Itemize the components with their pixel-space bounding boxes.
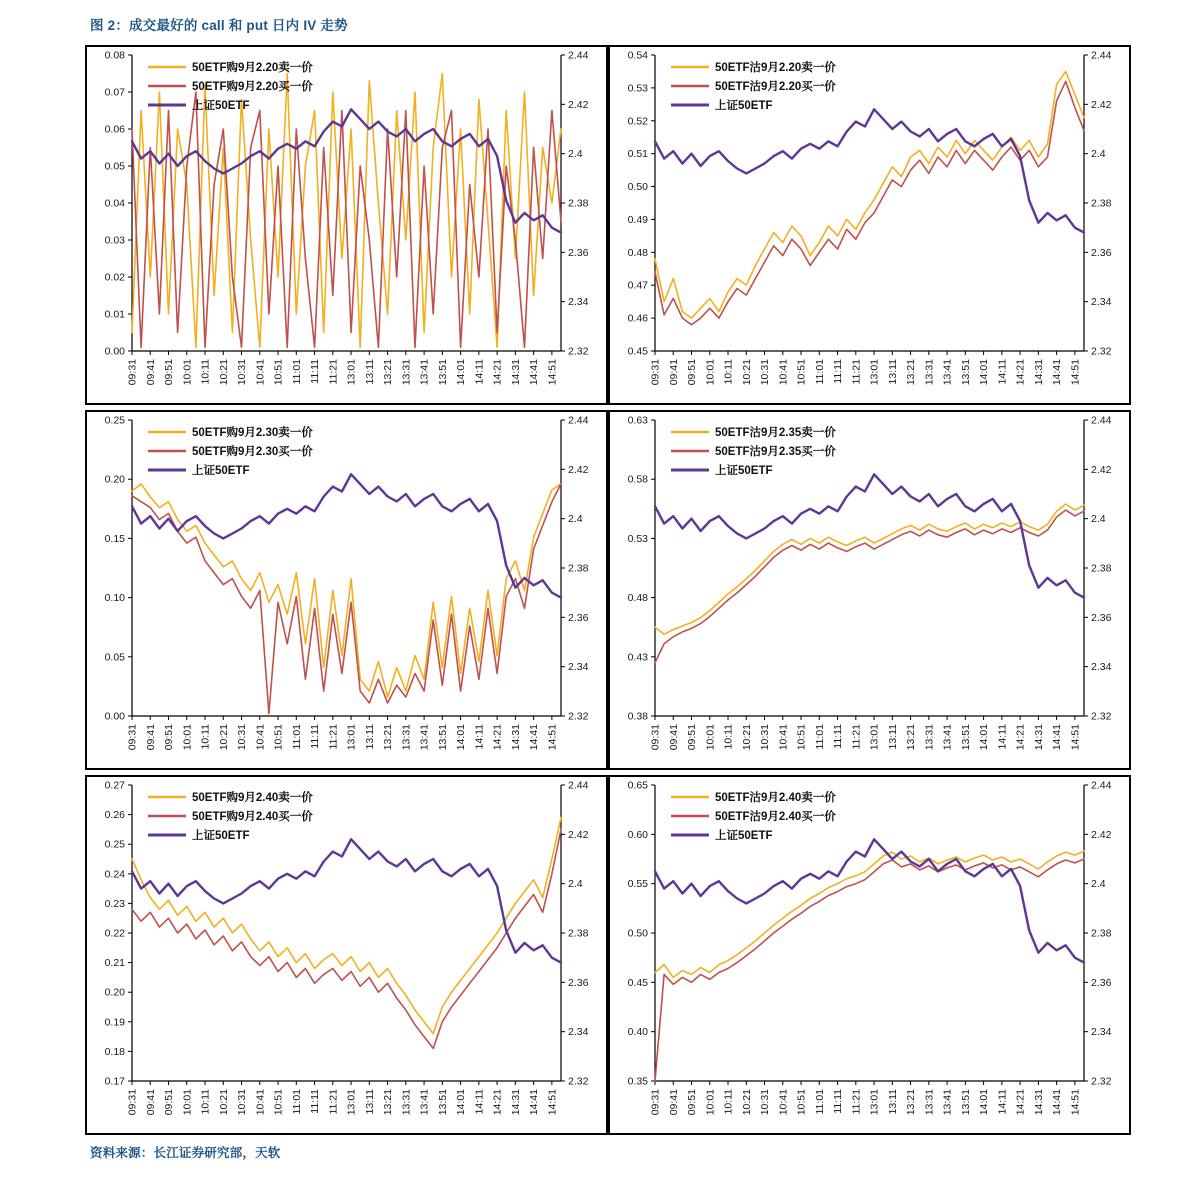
x-axis-tick-label: 13:01 (868, 1089, 881, 1116)
x-axis-tick-label: 13:51 (436, 359, 449, 386)
series-line-etf (655, 474, 1084, 597)
left-axis-tick-label: 0.60 (627, 828, 648, 841)
left-axis-tick-label: 0.45 (627, 345, 648, 358)
x-axis-tick-label: 14:41 (1051, 359, 1064, 386)
x-axis-tick-label: 10:41 (254, 359, 267, 386)
axes (628, 780, 1112, 1116)
left-axis-tick-label: 0.24 (104, 868, 125, 881)
x-axis-tick-label: 10:21 (217, 359, 230, 386)
x-axis-tick-label: 13:21 (382, 1089, 395, 1116)
x-axis-tick-label: 14:51 (546, 359, 559, 386)
x-axis-tick-label: 14:41 (528, 359, 541, 386)
x-axis-tick-label: 14:11 (996, 359, 1009, 385)
x-axis-tick-label: 09:31 (649, 724, 662, 751)
left-axis-tick-label: 0.20 (104, 986, 125, 999)
x-axis-tick-label: 10:31 (759, 724, 772, 751)
x-axis-tick-label: 14:51 (1069, 1089, 1082, 1116)
series-line-etf (132, 839, 561, 962)
line-chart (610, 412, 1129, 768)
left-axis-tick-label: 0.35 (627, 1075, 648, 1088)
right-axis-tick-label: 2.38 (568, 197, 589, 210)
left-axis-tick-label: 0.65 (627, 779, 648, 792)
left-axis-tick-label: 0.20 (104, 473, 125, 486)
x-axis-tick-label: 13:01 (345, 724, 358, 751)
right-axis-tick-label: 2.34 (568, 1026, 589, 1039)
right-axis-tick-label: 2.34 (1091, 296, 1112, 309)
right-axis-tick-label: 2.32 (568, 710, 589, 723)
x-axis-tick-label: 14:51 (546, 724, 559, 751)
x-axis-tick-label: 13:31 (923, 724, 936, 751)
x-axis-tick-label: 09:41 (144, 724, 157, 751)
x-axis-tick-label: 11:11 (832, 1089, 845, 1114)
x-axis-tick-label: 13:31 (923, 359, 936, 386)
x-axis-tick-label: 09:31 (126, 724, 139, 751)
legend-label: 上证50ETF (715, 830, 773, 842)
right-axis-tick-label: 2.36 (1091, 246, 1112, 259)
legend-label: 50ETF购9月2.40卖一价 (192, 792, 313, 804)
chart-panel-call-240 (85, 775, 608, 1135)
x-axis-tick-label: 10:01 (181, 724, 194, 751)
left-axis-tick-label: 0.06 (104, 123, 125, 136)
left-axis-tick-label: 0.38 (627, 710, 648, 723)
chart-row-1 (85, 45, 1131, 405)
line-chart (87, 412, 606, 768)
series-line-etf (655, 109, 1084, 232)
left-axis-tick-label: 0.18 (104, 1045, 125, 1058)
right-axis-tick-label: 2.38 (1091, 197, 1112, 210)
x-axis-tick-label: 14:01 (455, 724, 468, 751)
left-axis-tick-label: 0.50 (627, 181, 648, 194)
x-axis-tick-label: 14:41 (528, 1089, 541, 1116)
x-axis-tick-label: 10:31 (236, 724, 249, 751)
legend-label: 50ETF购9月2.20卖一价 (192, 62, 313, 74)
legend-label: 50ETF沽9月2.35卖一价 (715, 427, 836, 439)
x-axis-tick-label: 14:31 (509, 1089, 522, 1116)
x-axis-tick-label: 14:51 (1069, 359, 1082, 386)
x-axis-tick-label: 09:31 (649, 359, 662, 386)
series-line-etf (132, 474, 561, 597)
legend (148, 790, 313, 842)
right-axis-tick-label: 2.4 (1091, 513, 1106, 526)
legend-label: 上证50ETF (192, 830, 250, 842)
series-lines (132, 474, 561, 713)
x-axis-tick-label: 10:51 (272, 724, 285, 751)
left-axis-tick-label: 0.49 (627, 213, 648, 226)
legend (671, 790, 836, 842)
series-lines (655, 839, 1084, 1081)
legend-label: 50ETF沽9月2.35买一价 (715, 446, 836, 458)
legend-label: 50ETF购9月2.40买一价 (192, 811, 313, 823)
legend-label: 上证50ETF (192, 100, 250, 112)
x-axis-tick-label: 14:11 (996, 724, 1009, 750)
x-axis-tick-label: 09:51 (163, 359, 176, 386)
legend-label: 50ETF沽9月2.20买一价 (715, 81, 836, 93)
x-axis-tick-label: 14:21 (491, 1089, 504, 1116)
x-axis-tick-label: 10:21 (740, 1089, 753, 1116)
right-axis-tick-label: 2.36 (568, 976, 589, 989)
x-axis-tick-label: 10:41 (777, 1089, 790, 1116)
left-axis-tick-label: 0.40 (627, 1026, 648, 1039)
legend-label: 50ETF沽9月2.40卖一价 (715, 792, 836, 804)
x-axis-tick-label: 14:11 (473, 724, 486, 750)
legend-label: 50ETF沽9月2.20卖一价 (715, 62, 836, 74)
x-axis-tick-label: 11:11 (309, 1089, 322, 1114)
right-axis-tick-label: 2.34 (568, 661, 589, 674)
x-axis-tick-label: 10:21 (740, 724, 753, 751)
x-axis-tick-label: 10:51 (795, 724, 808, 751)
x-axis-tick-label: 09:51 (686, 724, 699, 751)
x-axis-tick-label: 14:01 (455, 1089, 468, 1116)
right-axis-tick-label: 2.4 (1091, 878, 1106, 891)
x-axis-tick-label: 14:31 (1032, 1089, 1045, 1116)
axes (628, 415, 1112, 751)
left-axis-tick-label: 0.17 (104, 1075, 125, 1088)
right-axis-tick-label: 2.32 (1091, 1075, 1112, 1088)
x-axis-tick-label: 10:21 (217, 724, 230, 751)
left-axis-tick-label: 0.43 (627, 651, 648, 664)
x-axis-tick-label: 13:21 (905, 1089, 918, 1116)
left-axis-tick-label: 0.10 (104, 592, 125, 605)
x-axis-tick-label: 09:51 (163, 1089, 176, 1116)
legend (671, 60, 836, 112)
line-chart (87, 777, 606, 1133)
line-chart (610, 47, 1129, 403)
left-axis-tick-label: 0.19 (104, 1016, 125, 1029)
x-axis-tick-label: 10:41 (254, 724, 267, 751)
x-axis-tick-label: 14:51 (546, 1089, 559, 1116)
x-axis-tick-label: 10:51 (795, 1089, 808, 1116)
chart-panel-put-235 (608, 410, 1131, 770)
x-axis-tick-label: 11:21 (850, 1089, 863, 1115)
left-axis-tick-label: 0.46 (627, 312, 648, 325)
right-axis-tick-label: 2.38 (1091, 927, 1112, 940)
x-axis-tick-label: 11:21 (850, 724, 863, 750)
x-axis-tick-label: 09:31 (126, 359, 139, 386)
series-line-buy (655, 859, 1084, 1081)
right-axis-tick-label: 2.32 (568, 345, 589, 358)
right-axis-tick-label: 2.32 (568, 1075, 589, 1088)
right-axis-tick-label: 2.32 (1091, 710, 1112, 723)
x-axis-tick-label: 10:01 (704, 1089, 717, 1116)
x-axis-tick-label: 11:11 (309, 724, 322, 749)
x-axis-tick-label: 14:21 (1014, 1089, 1027, 1116)
right-axis-tick-label: 2.44 (1091, 414, 1112, 427)
right-axis-tick-label: 2.38 (1091, 562, 1112, 575)
x-axis-tick-label: 10:41 (777, 359, 790, 386)
left-axis-tick-label: 0.07 (104, 86, 125, 99)
x-axis-tick-label: 09:41 (144, 359, 157, 386)
left-axis-tick-label: 0.52 (627, 115, 648, 128)
x-axis-tick-label: 13:51 (959, 359, 972, 386)
x-axis-tick-label: 11:21 (327, 1089, 340, 1115)
chart-panel-call-230 (85, 410, 608, 770)
left-axis-tick-label: 0.21 (104, 957, 125, 970)
right-axis-tick-label: 2.36 (1091, 976, 1112, 989)
x-axis-tick-label: 11:01 (813, 724, 826, 750)
left-axis-tick-label: 0.45 (627, 976, 648, 989)
right-axis-tick-label: 2.34 (1091, 1026, 1112, 1039)
x-axis-tick-label: 13:41 (418, 1089, 431, 1116)
right-axis-tick-label: 2.44 (568, 49, 589, 62)
x-axis-tick-label: 14:11 (996, 1089, 1009, 1115)
x-axis-tick-label: 11:11 (309, 359, 322, 384)
x-axis-tick-label: 14:31 (509, 359, 522, 386)
x-axis-tick-label: 11:01 (813, 1089, 826, 1115)
x-axis-tick-label: 13:41 (418, 359, 431, 386)
x-axis-tick-label: 14:11 (473, 1089, 486, 1115)
x-axis-tick-label: 10:11 (722, 1089, 735, 1115)
x-axis-tick-label: 13:51 (959, 1089, 972, 1116)
left-axis-tick-label: 0.48 (627, 592, 648, 605)
x-axis-tick-label: 14:51 (1069, 724, 1082, 751)
x-axis-tick-label: 10:41 (777, 724, 790, 751)
right-axis-tick-label: 2.44 (568, 414, 589, 427)
series-lines (132, 74, 561, 348)
left-axis-tick-label: 0.26 (104, 809, 125, 822)
x-axis-tick-label: 10:11 (722, 359, 735, 385)
x-axis-tick-label: 13:21 (382, 359, 395, 386)
left-axis-tick-label: 0.54 (627, 49, 648, 62)
x-axis-tick-label: 14:31 (509, 724, 522, 751)
x-axis-tick-label: 11:21 (327, 359, 340, 385)
right-axis-tick-label: 2.44 (1091, 779, 1112, 792)
x-axis-tick-label: 09:41 (667, 359, 680, 386)
x-axis-tick-label: 09:41 (667, 1089, 680, 1116)
x-axis-tick-label: 13:41 (418, 724, 431, 751)
x-axis-tick-label: 13:21 (905, 359, 918, 386)
x-axis-tick-label: 14:01 (978, 724, 991, 751)
right-axis-tick-label: 2.42 (1091, 463, 1112, 476)
legend (148, 425, 313, 477)
left-axis-tick-label: 0.58 (627, 473, 648, 486)
x-axis-tick-label: 13:51 (436, 724, 449, 751)
legend-label: 50ETF购9月2.30卖一价 (192, 427, 313, 439)
right-axis-tick-label: 2.42 (1091, 98, 1112, 111)
x-axis-tick-label: 09:51 (163, 724, 176, 751)
legend-label: 50ETF沽9月2.40买一价 (715, 811, 836, 823)
x-axis-tick-label: 13:31 (923, 1089, 936, 1116)
right-axis-tick-label: 2.4 (568, 148, 583, 161)
x-axis-tick-label: 11:11 (832, 724, 845, 749)
x-axis-tick-label: 14:11 (473, 359, 486, 385)
series-line-sell (655, 851, 1084, 977)
x-axis-tick-label: 14:31 (1032, 724, 1045, 751)
chart-panel-put-220 (608, 45, 1131, 405)
series-line-buy (655, 510, 1084, 663)
x-axis-tick-label: 10:51 (272, 359, 285, 386)
x-axis-tick-label: 13:41 (941, 724, 954, 751)
legend (671, 425, 836, 477)
legend-label: 上证50ETF (715, 465, 773, 477)
x-axis-tick-label: 14:41 (528, 724, 541, 751)
x-axis-tick-label: 09:51 (686, 1089, 699, 1116)
left-axis-tick-label: 0.22 (104, 927, 125, 940)
x-axis-tick-label: 10:41 (254, 1089, 267, 1116)
left-axis-tick-label: 0.25 (104, 838, 125, 851)
series-line-buy (132, 92, 561, 347)
x-axis-tick-label: 14:41 (1051, 1089, 1064, 1116)
legend-label: 上证50ETF (192, 465, 250, 477)
x-axis-tick-label: 13:31 (400, 359, 413, 386)
left-axis-tick-label: 0.48 (627, 246, 648, 259)
x-axis-tick-label: 11:01 (290, 724, 303, 750)
legend-label: 50ETF购9月2.20买一价 (192, 81, 313, 93)
x-axis-tick-label: 11:21 (327, 724, 340, 750)
left-axis-tick-label: 0.08 (104, 49, 125, 62)
line-chart (87, 47, 606, 403)
x-axis-tick-label: 13:11 (363, 359, 376, 385)
x-axis-tick-label: 09:31 (126, 1089, 139, 1116)
x-axis-tick-label: 14:21 (1014, 359, 1027, 386)
left-axis-tick-label: 0.05 (104, 160, 125, 173)
x-axis-tick-label: 10:31 (759, 359, 772, 386)
x-axis-tick-label: 13:51 (436, 1089, 449, 1116)
x-axis-tick-label: 13:11 (886, 724, 899, 750)
x-axis-tick-label: 10:11 (199, 724, 212, 750)
x-axis-tick-label: 10:01 (704, 724, 717, 751)
right-axis-tick-label: 2.4 (568, 513, 583, 526)
axes (105, 780, 589, 1116)
x-axis-tick-label: 11:21 (850, 359, 863, 385)
x-axis-tick-label: 10:11 (199, 1089, 212, 1115)
x-axis-tick-label: 13:21 (905, 724, 918, 751)
x-axis-tick-label: 14:21 (491, 359, 504, 386)
right-axis-tick-label: 2.38 (568, 562, 589, 575)
left-axis-tick-label: 0.51 (627, 148, 648, 161)
series-line-etf (655, 839, 1084, 962)
right-axis-tick-label: 2.36 (1091, 611, 1112, 624)
x-axis-tick-label: 14:21 (1014, 724, 1027, 751)
right-axis-tick-label: 2.34 (568, 296, 589, 309)
legend-label: 50ETF购9月2.30买一价 (192, 446, 313, 458)
chart-row-2 (85, 410, 1131, 770)
x-axis-tick-label: 11:01 (290, 359, 303, 385)
x-axis-tick-label: 10:51 (795, 359, 808, 386)
x-axis-tick-label: 11:11 (832, 359, 845, 384)
x-axis-tick-label: 13:11 (886, 359, 899, 385)
left-axis-tick-label: 0.03 (104, 234, 125, 247)
right-axis-tick-label: 2.36 (568, 246, 589, 259)
x-axis-tick-label: 10:21 (217, 1089, 230, 1116)
x-axis-tick-label: 13:41 (941, 1089, 954, 1116)
series-line-buy (132, 829, 561, 1048)
left-axis-tick-label: 0.01 (104, 308, 125, 321)
left-axis-tick-label: 0.15 (104, 532, 125, 545)
x-axis-tick-label: 13:51 (959, 724, 972, 751)
left-axis-tick-label: 0.00 (104, 710, 125, 723)
chart-row-3 (85, 775, 1131, 1135)
x-axis-tick-label: 13:01 (868, 724, 881, 751)
x-axis-tick-label: 10:21 (740, 359, 753, 386)
left-axis-tick-label: 0.04 (104, 197, 125, 210)
chart-panel-put-240 (608, 775, 1131, 1135)
right-axis-tick-label: 2.44 (568, 779, 589, 792)
right-axis-tick-label: 2.34 (1091, 661, 1112, 674)
x-axis-tick-label: 10:01 (704, 359, 717, 386)
right-axis-tick-label: 2.42 (568, 463, 589, 476)
left-axis-tick-label: 0.02 (104, 271, 125, 284)
figure-title: 图 2：成交最好的 call 和 put 日内 IV 走势 (90, 18, 348, 33)
x-axis-tick-label: 13:31 (400, 724, 413, 751)
right-axis-tick-label: 2.44 (1091, 49, 1112, 62)
x-axis-tick-label: 09:41 (667, 724, 680, 751)
x-axis-tick-label: 14:01 (455, 359, 468, 386)
right-axis-tick-label: 2.36 (568, 611, 589, 624)
x-axis-tick-label: 13:21 (382, 724, 395, 751)
right-axis-tick-label: 2.32 (1091, 345, 1112, 358)
right-axis-tick-label: 2.42 (568, 98, 589, 111)
x-axis-tick-label: 10:01 (181, 359, 194, 386)
left-axis-tick-label: 0.53 (627, 532, 648, 545)
right-axis-tick-label: 2.42 (568, 828, 589, 841)
x-axis-tick-label: 13:01 (345, 359, 358, 386)
x-axis-tick-label: 14:21 (491, 724, 504, 751)
left-axis-tick-label: 0.50 (627, 927, 648, 940)
x-axis-tick-label: 14:01 (978, 1089, 991, 1116)
x-axis-tick-label: 09:51 (686, 359, 699, 386)
x-axis-tick-label: 13:01 (345, 1089, 358, 1116)
right-axis-tick-label: 2.4 (568, 878, 583, 891)
x-axis-tick-label: 13:41 (941, 359, 954, 386)
x-axis-tick-label: 14:01 (978, 359, 991, 386)
left-axis-tick-label: 0.55 (627, 878, 648, 891)
x-axis-tick-label: 13:31 (400, 1089, 413, 1116)
x-axis-tick-label: 14:31 (1032, 359, 1045, 386)
right-axis-tick-label: 2.4 (1091, 148, 1106, 161)
left-axis-tick-label: 0.27 (104, 779, 125, 792)
x-axis-tick-label: 13:01 (868, 359, 881, 386)
x-axis-tick-label: 10:51 (272, 1089, 285, 1116)
chart-grid (85, 45, 1131, 1140)
x-axis-tick-label: 10:31 (759, 1089, 772, 1116)
x-axis-tick-label: 10:11 (722, 724, 735, 750)
right-axis-tick-label: 2.38 (568, 927, 589, 940)
series-lines (132, 818, 561, 1049)
line-chart (610, 777, 1129, 1133)
left-axis-tick-label: 0.47 (627, 279, 648, 292)
x-axis-tick-label: 11:01 (813, 359, 826, 385)
left-axis-tick-label: 0.23 (104, 897, 125, 910)
x-axis-tick-label: 13:11 (363, 1089, 376, 1115)
x-axis-tick-label: 09:41 (144, 1089, 157, 1116)
x-axis-tick-label: 09:31 (649, 1089, 662, 1116)
legend-label: 上证50ETF (715, 100, 773, 112)
left-axis-tick-label: 0.00 (104, 345, 125, 358)
chart-panel-call-220 (85, 45, 608, 405)
x-axis-tick-label: 13:11 (363, 724, 376, 750)
x-axis-tick-label: 10:31 (236, 1089, 249, 1116)
right-axis-tick-label: 2.42 (1091, 828, 1112, 841)
left-axis-tick-label: 0.53 (627, 82, 648, 95)
left-axis-tick-label: 0.63 (627, 414, 648, 427)
data-source-note: 资料来源：长江证券研究部，天软 (90, 1146, 281, 1160)
left-axis-tick-label: 0.05 (104, 651, 125, 664)
x-axis-tick-label: 10:11 (199, 359, 212, 385)
series-lines (655, 474, 1084, 662)
x-axis-tick-label: 11:01 (290, 1089, 303, 1115)
left-axis-tick-label: 0.25 (104, 414, 125, 427)
x-axis-tick-label: 14:41 (1051, 724, 1064, 751)
x-axis-tick-label: 13:11 (886, 1089, 899, 1115)
x-axis-tick-label: 10:01 (181, 1089, 194, 1116)
x-axis-tick-label: 10:31 (236, 359, 249, 386)
